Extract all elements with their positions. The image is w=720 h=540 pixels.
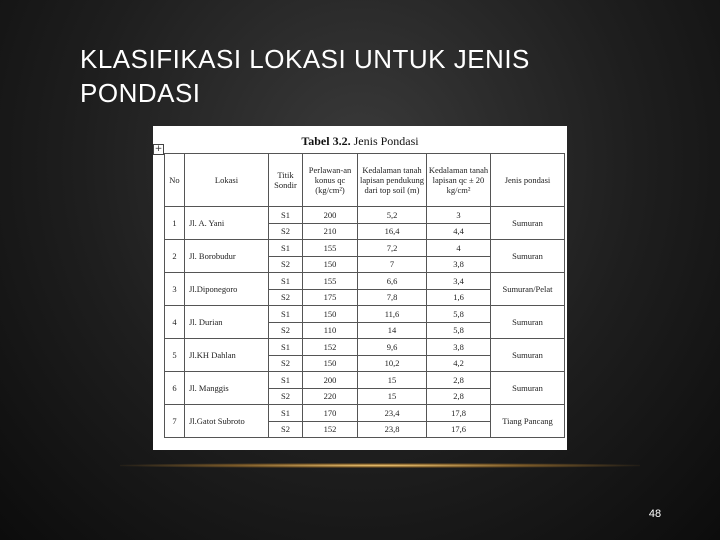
cell-kedalaman-lapisan: 4,2 — [427, 355, 491, 372]
cell-jenis: Sumuran — [491, 207, 565, 240]
cell-jenis: Sumuran — [491, 339, 565, 372]
header-perlawanan: Perlawan-an konus qc (kg/cm²) — [303, 154, 358, 207]
cell-kedalaman-pendukung: 7,8 — [358, 289, 427, 306]
cell-lokasi: Jl. Borobudur — [185, 240, 269, 273]
table-row — [165, 405, 565, 422]
cell-kedalaman-pendukung: 9,6 — [358, 339, 427, 356]
cell-kedalaman-lapisan: 17,6 — [427, 421, 491, 438]
cell-qc: 152 — [303, 339, 358, 356]
cell-kedalaman-pendukung: 6,6 — [358, 273, 427, 290]
header-jenis: Jenis pondasi — [491, 154, 565, 207]
cell-kedalaman-lapisan: 3,8 — [427, 339, 491, 356]
cell-kedalaman-lapisan: 5,8 — [427, 306, 491, 323]
cell-titik: S1 — [269, 240, 303, 257]
cell-titik: S2 — [269, 289, 303, 306]
table-row — [165, 372, 565, 389]
cell-kedalaman-lapisan: 2,8 — [427, 388, 491, 405]
cell-qc: 220 — [303, 388, 358, 405]
cell-qc: 210 — [303, 223, 358, 240]
cell-kedalaman-lapisan: 3,8 — [427, 256, 491, 273]
cell-no: 5 — [165, 339, 185, 372]
cell-no: 3 — [165, 273, 185, 306]
table-body — [165, 207, 565, 438]
cell-qc: 200 — [303, 372, 358, 389]
cell-titik: S2 — [269, 388, 303, 405]
cell-no: 4 — [165, 306, 185, 339]
pondasi-table — [164, 153, 565, 438]
cell-no: 1 — [165, 207, 185, 240]
header-kedalaman-pendukung: Kedalaman tanah lapisan pendukung dari top soil (m) — [358, 154, 427, 207]
cell-qc: 155 — [303, 240, 358, 257]
slide-title: KLASIFIKASI LOKASI UNTUK JENIS PONDASI — [80, 44, 530, 108]
cell-kedalaman-lapisan: 2,8 — [427, 372, 491, 389]
cell-qc: 150 — [303, 256, 358, 273]
table-row — [165, 240, 565, 257]
table-row — [165, 306, 565, 323]
header-kedalaman-lapisan: Kedalaman tanah lapisan qc ± 20 kg/cm² — [427, 154, 491, 207]
cell-kedalaman-lapisan: 3 — [427, 207, 491, 224]
header-titik: Titik Sondir — [269, 154, 303, 207]
caption-label: Tabel 3.2. — [301, 134, 351, 148]
cell-kedalaman-pendukung: 23,4 — [358, 405, 427, 422]
cell-titik: S2 — [269, 421, 303, 438]
cell-qc: 170 — [303, 405, 358, 422]
cell-lokasi: Jl.KH Dahlan — [185, 339, 269, 372]
cell-kedalaman-pendukung: 7,2 — [358, 240, 427, 257]
cell-lokasi: Jl. A. Yani — [185, 207, 269, 240]
cell-titik: S1 — [269, 339, 303, 356]
cell-titik: S1 — [269, 273, 303, 290]
cell-lokasi: Jl.Gatot Subroto — [185, 405, 269, 438]
cell-kedalaman-pendukung: 15 — [358, 372, 427, 389]
cell-kedalaman-lapisan: 17,8 — [427, 405, 491, 422]
cell-lokasi: Jl. Manggis — [185, 372, 269, 405]
cell-titik: S2 — [269, 223, 303, 240]
cell-kedalaman-lapisan: 4,4 — [427, 223, 491, 240]
cell-titik: S1 — [269, 306, 303, 323]
cell-no: 7 — [165, 405, 185, 438]
cell-titik: S2 — [269, 355, 303, 372]
cell-kedalaman-pendukung: 14 — [358, 322, 427, 339]
cell-jenis: Sumuran/Pelat — [491, 273, 565, 306]
cell-qc: 155 — [303, 273, 358, 290]
table-image — [153, 126, 567, 450]
table-caption — [153, 134, 567, 149]
header-lokasi: Lokasi — [185, 154, 269, 207]
cell-jenis: Sumuran — [491, 372, 565, 405]
table-row — [165, 207, 565, 224]
cell-titik: S1 — [269, 405, 303, 422]
table-row — [165, 273, 565, 290]
move-cross-icon[interactable]: + — [154, 144, 163, 154]
cell-kedalaman-lapisan: 3,4 — [427, 273, 491, 290]
table-row — [165, 339, 565, 356]
cell-jenis: Sumuran — [491, 306, 565, 339]
cell-kedalaman-pendukung: 15 — [358, 388, 427, 405]
cell-kedalaman-pendukung: 16,4 — [358, 223, 427, 240]
cell-no: 2 — [165, 240, 185, 273]
cell-qc: 150 — [303, 355, 358, 372]
cell-kedalaman-pendukung: 10,2 — [358, 355, 427, 372]
cell-qc: 152 — [303, 421, 358, 438]
cell-kedalaman-lapisan: 1,6 — [427, 289, 491, 306]
header-no: No — [165, 154, 185, 207]
table-header-row — [165, 154, 565, 207]
divider-glow — [120, 463, 640, 468]
cell-qc: 110 — [303, 322, 358, 339]
cell-qc: 200 — [303, 207, 358, 224]
cell-no: 6 — [165, 372, 185, 405]
cell-titik: S2 — [269, 256, 303, 273]
cell-qc: 150 — [303, 306, 358, 323]
cell-jenis: Sumuran — [491, 240, 565, 273]
page-number: 48 — [648, 508, 662, 520]
cell-titik: S2 — [269, 322, 303, 339]
cell-jenis: Tiang Pancang — [491, 405, 565, 438]
cell-lokasi: Jl. Durian — [185, 306, 269, 339]
cell-kedalaman-pendukung: 7 — [358, 256, 427, 273]
caption-text: Jenis Pondasi — [350, 134, 419, 148]
cell-kedalaman-lapisan: 5,8 — [427, 322, 491, 339]
cell-lokasi: Jl.Diponegoro — [185, 273, 269, 306]
cell-titik: S1 — [269, 207, 303, 224]
cell-qc: 175 — [303, 289, 358, 306]
cell-kedalaman-pendukung: 23,8 — [358, 421, 427, 438]
cell-kedalaman-lapisan: 4 — [427, 240, 491, 257]
cell-titik: S1 — [269, 372, 303, 389]
cell-kedalaman-pendukung: 11,6 — [358, 306, 427, 323]
cell-kedalaman-pendukung: 5,2 — [358, 207, 427, 224]
